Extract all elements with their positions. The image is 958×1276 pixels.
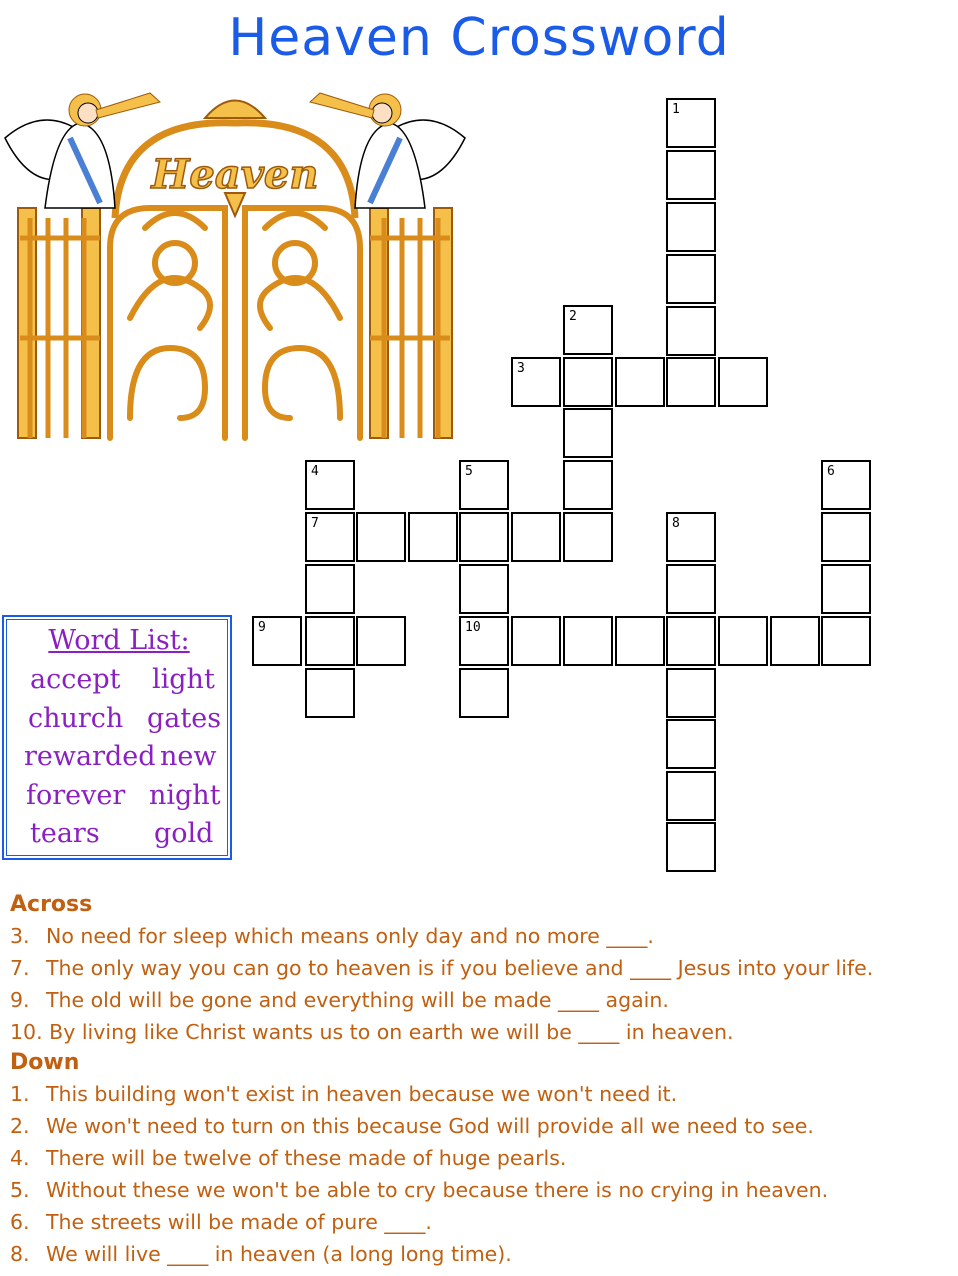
cell-2-down-1[interactable]: [563, 305, 613, 355]
cell[interactable]: [666, 719, 716, 769]
clue-number: 1: [672, 102, 680, 117]
down-clue: [10, 1142, 950, 1174]
cell[interactable]: [666, 254, 716, 304]
word-list-item: light: [152, 664, 215, 695]
clue-number: 7.: [10, 956, 30, 980]
cell[interactable]: [408, 512, 458, 562]
cell[interactable]: [459, 564, 509, 614]
clue-text: The only way you can go to heaven is if you believe and ____ Jesus into your life.: [46, 956, 874, 980]
clue-number: 2.: [10, 1114, 30, 1138]
clue-number: 4.: [10, 1146, 30, 1170]
word-list-item: forever: [26, 780, 126, 811]
banner-text: Heaven: [151, 151, 319, 198]
across-heading: Across: [10, 892, 93, 917]
cell-7-across-1[interactable]: [305, 512, 355, 562]
cell[interactable]: [666, 306, 716, 356]
word-list-item: accept: [30, 664, 121, 695]
heaven-banner: [115, 101, 355, 219]
down-clue: [10, 1238, 950, 1270]
clue-number: 6.: [10, 1210, 30, 1234]
cell[interactable]: [459, 668, 509, 718]
cell[interactable]: [666, 564, 716, 614]
clue-number: 4: [311, 464, 319, 479]
cell[interactable]: [718, 357, 768, 407]
down-clue: [10, 1174, 950, 1206]
clue-number: 9: [258, 620, 266, 635]
clue-number: 8: [672, 516, 680, 531]
word-list-item: church: [28, 703, 124, 734]
cell[interactable]: [821, 616, 871, 666]
cell[interactable]: [666, 771, 716, 821]
cell[interactable]: [718, 616, 768, 666]
word-list-box: [2, 615, 232, 860]
cell[interactable]: [563, 616, 613, 666]
cell[interactable]: [563, 460, 613, 510]
cell-8-down-1[interactable]: [666, 512, 716, 562]
word-list-item: tears: [30, 818, 100, 849]
cell[interactable]: [563, 408, 613, 458]
clue-number: 3.: [10, 924, 30, 948]
page-title: Heaven Crossword: [228, 8, 730, 68]
clues-section: [10, 890, 950, 1270]
clue-text: This building won't exist in heaven because we won't need it.: [46, 1082, 678, 1106]
down-clue: [10, 1206, 950, 1238]
word-list-item: rewarded: [24, 741, 156, 772]
clue-text: We won't need to turn on this because God will provide all we need to see.: [46, 1114, 814, 1138]
cell-10-across-1[interactable]: [459, 616, 509, 666]
word-list-title: Word List:: [48, 625, 190, 656]
word-list-item: gold: [154, 818, 214, 849]
cell-9-across-1[interactable]: [252, 616, 302, 666]
clue-text: By living like Christ wants us to on earth we will be ____ in heaven.: [49, 1020, 734, 1044]
cell[interactable]: [563, 512, 613, 562]
cell[interactable]: [459, 512, 509, 562]
cell[interactable]: [305, 668, 355, 718]
clue-text: The streets will be made of pure ____.: [46, 1210, 432, 1234]
cell[interactable]: [666, 668, 716, 718]
cell[interactable]: [666, 822, 716, 872]
word-list-item: gates: [147, 703, 222, 734]
clue-number: 2: [569, 309, 577, 324]
clue-number: 9.: [10, 988, 30, 1012]
cell[interactable]: [666, 357, 716, 407]
clue-number: 10.: [10, 1020, 43, 1044]
cell[interactable]: [615, 616, 665, 666]
across-clue: [10, 1016, 950, 1048]
clue-text: We will live ____ in heaven (a long long time).: [46, 1242, 512, 1266]
down-clue: [10, 1110, 950, 1142]
cell[interactable]: [305, 616, 355, 666]
word-list-item: new: [160, 741, 217, 772]
cell-3-across-1[interactable]: [511, 357, 561, 407]
clue-number: 5: [465, 464, 473, 479]
cell-1-down-1[interactable]: [666, 98, 716, 148]
clue-text: There will be twelve of these made of huge pearls.: [46, 1146, 567, 1170]
cell[interactable]: [356, 512, 406, 562]
cell[interactable]: [511, 616, 561, 666]
clue-number: 3: [517, 361, 525, 376]
cell-6-down-1[interactable]: [821, 460, 871, 510]
cell[interactable]: [666, 150, 716, 200]
clue-number: 6: [827, 464, 835, 479]
across-clue: [10, 920, 950, 952]
cell[interactable]: [666, 616, 716, 666]
cell[interactable]: [511, 512, 561, 562]
clue-text: The old will be gone and everything will be made ____ again.: [46, 988, 669, 1012]
clue-number: 7: [311, 516, 319, 531]
clue-number: 10: [465, 620, 481, 635]
gate-scrollwork: [110, 208, 360, 438]
cell[interactable]: [770, 616, 820, 666]
cell[interactable]: [615, 357, 665, 407]
heaven-gates-illustration: [0, 88, 470, 448]
clue-number: 5.: [10, 1178, 30, 1202]
cell[interactable]: [356, 616, 406, 666]
across-clue: [10, 984, 950, 1016]
clue-number: 1.: [10, 1082, 30, 1106]
word-list-item: night: [149, 780, 221, 811]
down-clue: [10, 1078, 950, 1110]
across-clue: [10, 952, 950, 984]
clue-number: 8.: [10, 1242, 30, 1266]
cell-4-down-1[interactable]: [305, 460, 355, 510]
cell[interactable]: [821, 564, 871, 614]
cell[interactable]: [305, 564, 355, 614]
cell-5-down-1[interactable]: [459, 460, 509, 510]
gate-bars: [20, 218, 450, 438]
clue-text: Without these we won't be able to cry because there is no crying in heaven.: [46, 1178, 829, 1202]
cell[interactable]: [563, 357, 613, 407]
cell[interactable]: [666, 202, 716, 252]
clue-text: No need for sleep which means only day and no more ____.: [46, 924, 654, 948]
cell[interactable]: [821, 512, 871, 562]
down-heading: Down: [10, 1050, 80, 1075]
